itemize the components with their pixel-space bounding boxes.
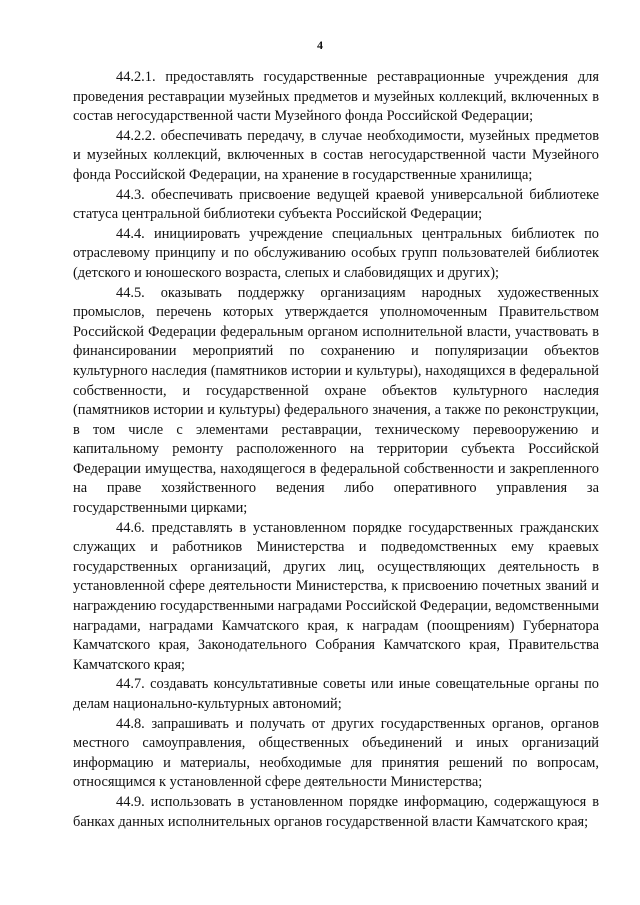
page-number: 4 — [317, 38, 323, 52]
paragraph-44-7: 44.7. создавать консультативные советы или иные совещательные органы по делам национально-культурных автономий; — [73, 676, 599, 712]
paragraph-44-2-2: 44.2.2. обеспечивать передачу, в случае необходимости, музейных предметов и музейных коллекций, включенных в состав негосударственной части Музейного фонда Российской Федерации, на хранение в государственные хранилища; — [73, 127, 599, 183]
document-body — [73, 68, 599, 832]
paragraph-44-6: 44.6. представлять в установленном порядке государственных гражданских служащих и работников Министерства и подведомственных ему краевых государственных организаций, других лиц, осуществляющих деятельность в установленной сфере деятельности Министерства, к присвоению почетных званий и награждению государственными наградами Российской Федерации, ведомственными наградами, наградами Камчатского края, к наградам (поощрениям) Губернатора Камчатского края, Законодательного Собрания Камчатского края, Правительства Камчатского края; — [73, 519, 599, 673]
paragraph-44-4: 44.4. инициировать учреждение специальных центральных библиотек по отраслевому принципу и по обслуживанию особых групп пользователей библиотек (детского и юношеского возраста, слепых и слабовидящих и других); — [73, 225, 599, 281]
paragraph-44-3: 44.3. обеспечивать присвоение ведущей краевой универсальной библиотеке статуса центральной библиотеки субъекта Российской Федерации; — [73, 186, 599, 223]
paragraph-44-2-1: 44.2.1. предоставлять государственные реставрационные учреждения для проведения реставрации музейных предметов и музейных коллекций, включенных в состав негосударственной части Музейного фонда Российской Федерации; — [73, 69, 599, 125]
paragraph-44-5: 44.5. оказывать поддержку организациям народных художественных промыслов, перечень которых утверждается уполномоченным Правительством Российской Федерации федеральным органом исполнительной власти, участвовать в финансировании мероприятий по сохранению и популяризации объектов культурного наследия (памятников истории и культуры), находящихся в федеральной собственности, и государственной охране объектов культурного наследия (памятников истории и культуры) федерального значения, а также по реконструкции, в том числе с элементами реставрации, техническому перевооружению и капитальному ремонту расположенного на территории субъекта Российской Федерации имущества, находящегося в федеральной собственности и закрепленного на праве хозяйственного ведения либо оперативного управления за государственными цирками; — [73, 284, 599, 517]
paragraph-44-8: 44.8. запрашивать и получать от других государственных органов, органов местного самоуправления, общественных объединений и иных организаций информацию и материалы, необходимые для принятия решений по вопросам, относящимся к установленной сфере деятельности Министерства; — [73, 715, 599, 791]
paragraph-44-9: 44.9. использовать в установленном порядке информацию, содержащуюся в банках данных исполнительных органов государственной власти Камчатского края; — [73, 793, 599, 830]
